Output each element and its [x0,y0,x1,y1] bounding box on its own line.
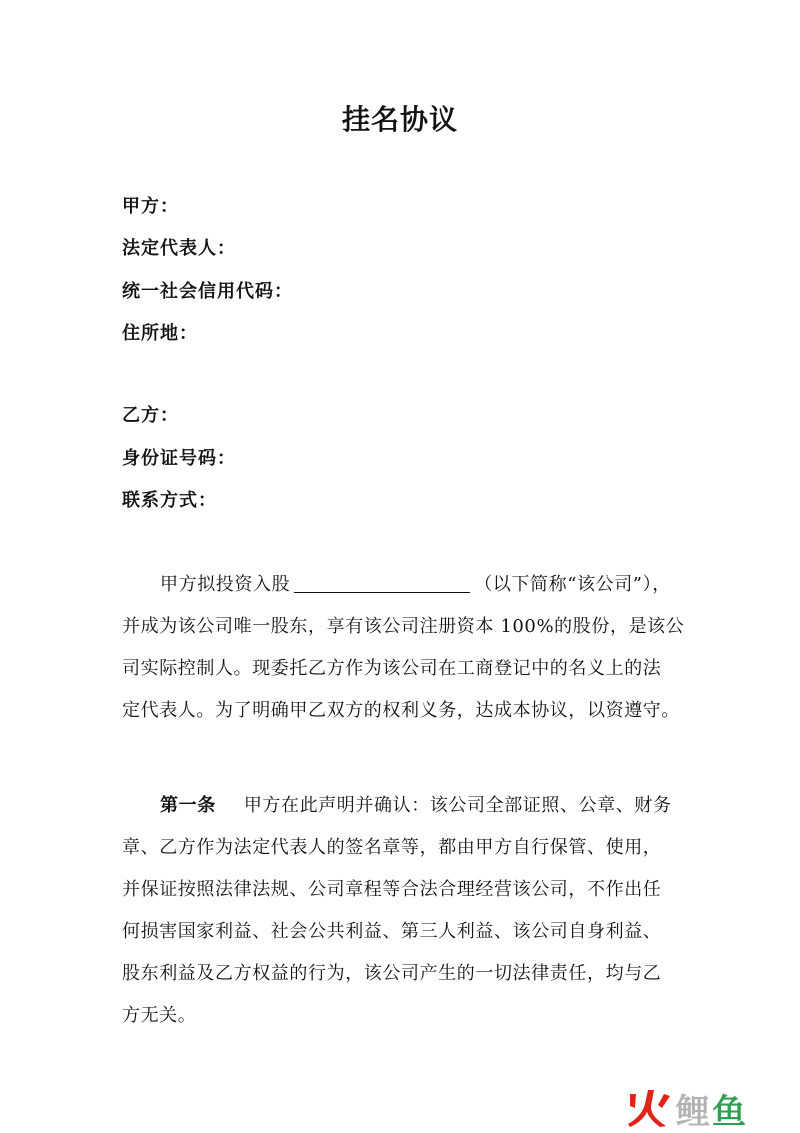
watermark-logo [626,1086,748,1130]
preamble-line-2: 并成为该公司唯一股东，享有该公司注册资本 100%的股份，是该公 [122,616,685,637]
watermark-char-2: 鱼 [712,1091,748,1132]
party-b-label: 乙方： [122,405,179,426]
address-label: 住所地： [122,323,198,344]
legal-representative-label: 法定代表人： [122,238,236,259]
document-title: 挂名协议 [341,103,458,136]
id-number-label: 身份证号码： [122,448,236,469]
company-name-blank [294,574,470,593]
article-1-line-5: 股东利益及乙方权益的行为，该公司产生的一切法律责任，均与乙 [122,963,662,984]
preamble-line-4: 定代表人。为了明确甲乙双方的权利义务，达成本协议，以资遵守。 [122,700,680,721]
watermark-char-1: 鲤 [676,1091,712,1132]
logo-stroke-right [658,1094,670,1108]
preamble-line-1 [122,570,682,596]
article-1-line-1 [122,791,682,817]
article-1-line-3: 并保证按照法律法规、公司章程等合法合理经营该公司，不作出任 [122,879,662,900]
party-a-label: 甲方： [122,196,179,217]
preamble-text: （以下简称“该公司”）， [474,574,671,595]
article-1-line-6: 方无关。 [122,1005,197,1026]
article-1-line-2: 章、乙方作为法定代表人的签名章等，都由甲方自行保管、使用， [122,837,662,858]
contact-label: 联系方式： [122,490,217,511]
watermark-text [676,1084,748,1133]
preamble-text: 甲方拟投资入股 [160,574,291,595]
logo-stroke-left [630,1094,636,1108]
article-1-line-4: 何损害国家利益、社会公共利益、第三人利益、该公司自身利益、 [122,921,662,942]
article-number: 第一条 [160,795,216,816]
article-text: 甲方在此声明并确认：该公司全部证照、公章、财务 [243,795,672,816]
credit-code-label: 统一社会信用代码： [122,281,293,302]
preamble-line-3: 司实际控制人。现委托乙方作为该公司在工商登记中的名义上的法 [122,658,662,679]
fire-logo-icon [626,1088,672,1128]
